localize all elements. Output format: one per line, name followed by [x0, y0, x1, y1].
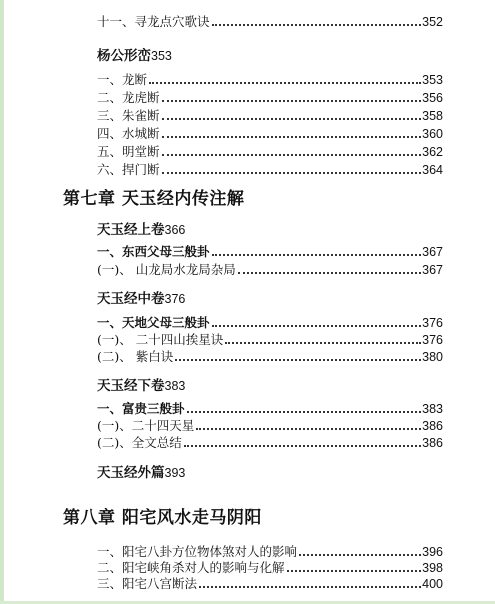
toc-leader — [187, 410, 422, 413]
section-title[interactable] — [97, 224, 185, 238]
toc-entry[interactable] — [97, 140, 443, 158]
toc-entry-label: 三、朱雀断 — [97, 107, 160, 123]
toc-entry[interactable] — [97, 431, 443, 449]
toc-entry-page: 353 — [422, 72, 443, 87]
toc-entry[interactable] — [97, 10, 443, 28]
toc-entry-label: 一、阳宅八卦方位物体煞对人的影响 — [97, 543, 298, 559]
toc-entry[interactable] — [97, 414, 443, 432]
page-left-edge — [0, 0, 4, 604]
toc-entry-label: 一、东西父母三般卦 — [97, 243, 210, 259]
toc-entry[interactable] — [97, 122, 443, 140]
toc-leader — [162, 171, 422, 174]
toc-entry-page: 396 — [422, 544, 443, 559]
chapter-title[interactable]: 第八章 阳宅风水走马阴阳 — [63, 508, 262, 528]
toc-leader — [196, 427, 421, 430]
toc-leader — [212, 23, 422, 26]
section-title[interactable] — [97, 293, 185, 307]
toc-entry-label: (一)、 山龙局水龙局杂局 — [97, 261, 236, 277]
toc-entry[interactable] — [97, 258, 443, 276]
toc-leader — [184, 444, 421, 447]
toc-leader — [162, 153, 422, 156]
toc-entry-page: 376 — [422, 332, 443, 347]
toc-entry-label: 四、水城断 — [97, 125, 160, 141]
toc-entry[interactable] — [97, 311, 443, 329]
section-title-text: 天玉经外篇 — [97, 465, 165, 481]
toc-leader — [162, 135, 422, 138]
toc-entry-page: 398 — [422, 560, 443, 575]
toc-entry[interactable] — [97, 397, 443, 415]
toc-leader — [212, 253, 422, 256]
toc-leader — [162, 99, 422, 102]
section-title-page: 353 — [151, 49, 172, 63]
toc-entry[interactable] — [97, 86, 443, 104]
toc-leader — [212, 324, 422, 327]
chapter-title[interactable]: 第七章 天玉经内传注解 — [63, 189, 245, 209]
toc-entry-label: (二)、 紫白诀 — [97, 348, 174, 364]
toc-entry-page: 356 — [422, 90, 443, 105]
toc-entry-page: 367 — [422, 244, 443, 259]
toc-entry-page: 358 — [422, 108, 443, 123]
toc-leader — [162, 117, 422, 120]
toc-entry-label: (一)、二十四天星 — [97, 417, 195, 433]
toc-entry-label: 五、明堂断 — [97, 143, 160, 159]
toc-entry[interactable] — [97, 345, 443, 363]
section-title-text: 天玉经上卷 — [97, 222, 165, 238]
toc-entry[interactable] — [97, 572, 443, 590]
toc-entry[interactable] — [97, 68, 443, 86]
section-title-text: 天玉经中卷 — [97, 291, 165, 307]
section-title[interactable] — [97, 50, 172, 64]
toc-entry-label: 一、天地父母三般卦 — [97, 314, 210, 330]
toc-entry[interactable] — [97, 240, 443, 258]
toc-entry-page: 386 — [422, 418, 443, 433]
toc-entry-label: 一、富贵三般卦 — [97, 400, 185, 416]
toc-entry-page: 352 — [422, 14, 443, 29]
section-title[interactable] — [97, 467, 185, 481]
toc-entry-label: 一、龙断 — [97, 71, 148, 87]
toc-entry-page: 364 — [422, 162, 443, 177]
toc-entry-label: 二、龙虎断 — [97, 89, 160, 105]
section-title-text: 天玉经下卷 — [97, 378, 165, 394]
toc-entry-page: 383 — [422, 401, 443, 416]
toc-leader — [238, 271, 421, 274]
section-title-page: 376 — [164, 292, 186, 306]
toc-entry-label: 十一、寻龙点穴歌诀 — [97, 13, 210, 29]
section-title[interactable] — [97, 380, 185, 394]
toc-entry-label: (一)、 二十四山挨星诀 — [97, 331, 224, 347]
toc-leader — [175, 358, 421, 361]
toc-entry-page: 380 — [422, 349, 443, 364]
section-title-page: 366 — [164, 223, 186, 237]
section-title-page: 393 — [164, 466, 186, 480]
toc-entry[interactable] — [97, 104, 443, 122]
toc-entry-label: 三、阳宅八宫断法 — [97, 575, 198, 591]
toc-leader — [149, 81, 421, 84]
toc-entry-page: 400 — [422, 576, 443, 591]
section-title-page: 383 — [164, 379, 186, 393]
toc-entry-page: 367 — [422, 262, 443, 277]
toc-entry-page: 376 — [422, 315, 443, 330]
toc-entry[interactable] — [97, 328, 443, 346]
section-title-text: 杨公形峦 — [97, 48, 151, 64]
toc-entry-label: 六、捍门断 — [97, 161, 160, 177]
toc-entry-page: 362 — [422, 144, 443, 159]
toc-entry-page: 386 — [422, 435, 443, 450]
toc-entry[interactable] — [97, 158, 443, 176]
toc-leader — [225, 341, 421, 344]
toc-entry-page: 360 — [422, 126, 443, 141]
toc-leader — [199, 585, 421, 588]
toc-entry-label: 二、阳宅峡角杀对人的影响与化解 — [97, 559, 285, 575]
toc-entry-label: (二)、全文总结 — [97, 434, 182, 450]
